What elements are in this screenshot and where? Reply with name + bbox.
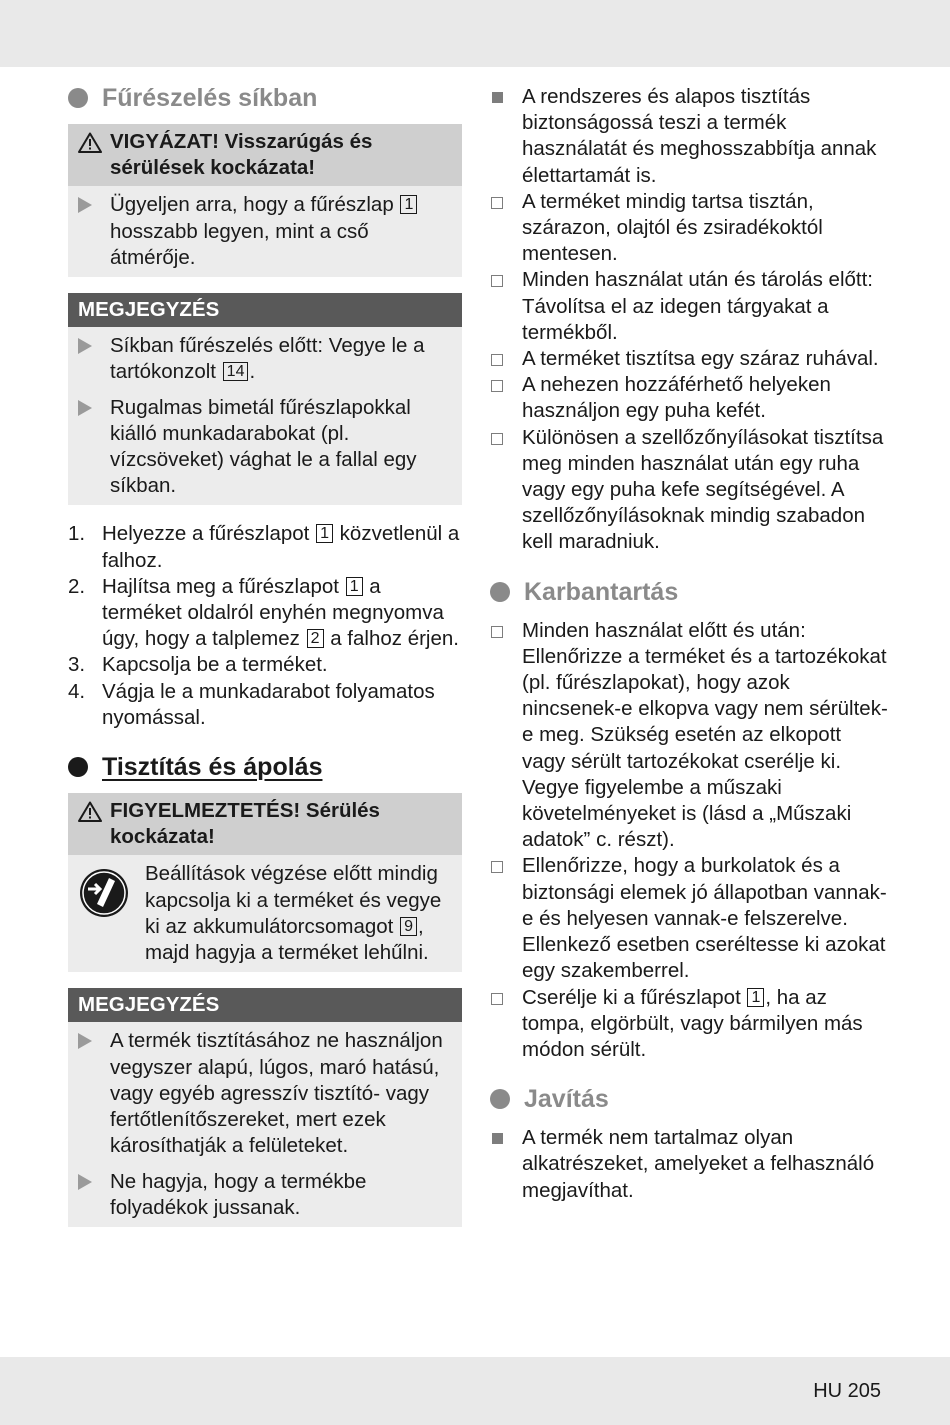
empty-square-bullet-icon <box>491 197 503 209</box>
step-item: 2. Hajlítsa meg a fűrészlapot 1 a terméket oldalról enyhén megnyomva úgy, hogy a talplemez 2 a falhoz érjen. <box>68 574 459 651</box>
note-box-flush <box>68 293 462 505</box>
filled-square-bullet-icon <box>492 92 503 103</box>
list-item: Síkban fűrészelés előtt: Vegye le a tartókonzolt 14 . <box>78 333 452 385</box>
part-reference: 9 <box>400 917 417 936</box>
part-reference: 1 <box>747 988 764 1007</box>
warning-box-injury: FIGYELMEZTETÉS! Sérülés kockázata! Beállítások végzése előtt mindig kapcsolja ki a terméket és vegye ki az akkumulátorcsomagot 9 , majd hagyja a terméket lehűlni. <box>68 793 462 972</box>
bullet-dot-icon <box>68 88 88 108</box>
section-heading-cleaning: Tisztítás és ápolás <box>68 751 462 783</box>
warning-header: VIGYÁZAT! Visszarúgás és sérülések kockázata! <box>68 124 462 186</box>
list-item: Ne hagyja, hogy a termékbe folyadékok jussanak. <box>78 1169 452 1221</box>
list-item: Ellenőrizze, hogy a burkolatok és a biztonsági elemek jó állapotban vannak-e és helyesen vannak-e felszerelve. Ellenkező esetben cseréltesse ki azokat egy szakemberrel. <box>490 853 890 984</box>
section-heading-repair: Javítás <box>490 1083 890 1115</box>
empty-square-bullet-icon <box>491 354 503 366</box>
part-reference: 14 <box>223 362 249 381</box>
warning-header: FIGYELMEZTETÉS! Sérülés kockázata! <box>68 793 462 855</box>
empty-square-bullet-icon <box>491 861 503 873</box>
top-band <box>0 0 950 67</box>
list-item: A terméket tisztítsa egy száraz ruhával. <box>490 346 890 372</box>
arrow-bullet-icon <box>78 400 92 416</box>
list-item: Ügyeljen arra, hogy a fűrészlap 1 hosszabb legyen, mint a cső átmérője. <box>78 192 452 271</box>
list-item: A termék nem tartalmaz olyan alkatrészeket, amelyeket a felhasználó megjavíthat. <box>490 1125 890 1204</box>
list-item: A rendszeres és alapos tisztítás biztonságossá teszi a termék használatát és meghosszabbítja annak élettartamát is. <box>490 84 890 189</box>
part-reference: 1 <box>400 195 417 214</box>
empty-square-bullet-icon <box>491 380 503 392</box>
warning-box-kickback <box>68 124 462 277</box>
remove-battery-icon <box>78 867 130 966</box>
page-number: HU 205 <box>813 1380 881 1402</box>
arrow-bullet-icon <box>78 338 92 354</box>
part-reference: 1 <box>316 524 333 543</box>
list-item: Minden használat előtt és után: Ellenőrizze a terméket és a tartozékokat (pl. fűrészlapokat), hogy azok nincsenek-e elkopva vagy nem sérültek-e meg. Szükség esetén az elkopott vagy sérült tartozékokat cserélje ki. Vegye figyelembe a műszaki követelményeket is (lásd a „Műszaki adatok” c. részt). <box>490 618 890 854</box>
filled-square-bullet-icon <box>492 1133 503 1144</box>
list-item: A nehezen hozzáférhető helyeken használjon egy puha kefét. <box>490 372 890 424</box>
list-item: Minden használat után és tárolás előtt: Távolítsa el az idegen tárgyakat a termékből. <box>490 267 890 346</box>
maintenance-section <box>490 576 890 1063</box>
part-reference: 1 <box>346 577 363 596</box>
note-header: MEGJEGYZÉS <box>68 988 462 1022</box>
list-item: Rugalmas bimetál fűrészlapokkal kiálló munkadarabokat (pl. vízcsöveket) vághat le a fallal egy síkban. <box>78 395 452 500</box>
bottom-band <box>0 1357 950 1425</box>
empty-square-bullet-icon <box>491 275 503 287</box>
numbered-steps <box>68 521 462 731</box>
warning-triangle-icon <box>78 132 104 181</box>
note-header: MEGJEGYZÉS <box>68 293 462 327</box>
step-item: 4. Vágja le a munkadarabot folyamatos nyomással. <box>68 679 435 729</box>
arrow-bullet-icon <box>78 197 92 213</box>
arrow-bullet-icon <box>78 1033 92 1049</box>
step-item: 3. Kapcsolja be a terméket. <box>68 653 328 677</box>
part-reference: 2 <box>307 629 324 648</box>
empty-square-bullet-icon <box>491 626 503 638</box>
empty-square-bullet-icon <box>491 433 503 445</box>
arrow-bullet-icon <box>78 1174 92 1190</box>
left-column <box>68 82 462 1243</box>
list-item: Cserélje ki a fűrészlapot 1 , ha az tompa, elgörbült, vagy bármilyen más módon sérült. <box>490 985 890 1064</box>
list-item: Különösen a szellőzőnyílásokat tisztítsa meg minden használat után egy ruha vagy egy puha kefe segítségével. A szellőzőnyílásoknak mindig szabadon kell maradniuk. <box>490 425 890 556</box>
repair-section <box>490 1083 890 1204</box>
bullet-dot-icon <box>490 1089 510 1109</box>
empty-square-bullet-icon <box>491 993 503 1005</box>
bullet-dot-icon <box>68 757 88 777</box>
right-column <box>490 84 890 1204</box>
warning-triangle-icon <box>78 801 104 850</box>
cleaning-list <box>490 84 890 556</box>
bullet-dot-icon <box>490 582 510 602</box>
section-heading-maintenance: Karbantartás <box>490 576 890 608</box>
list-item: A terméket mindig tartsa tisztán, szárazon, olajtól és zsiradékoktól mentesen. <box>490 189 890 268</box>
step-item: 1. Helyezze a fűrészlapot 1 közvetlenül a falhoz. <box>68 522 460 572</box>
note-box-cleaning <box>68 988 462 1227</box>
section-heading-sawing-flush: Fűrészelés síkban <box>68 82 462 114</box>
list-item: A termék tisztításához ne használjon vegyszer alapú, lúgos, maró hatású, vagy egyéb agresszív tisztító- vagy fertőtlenítőszereket, mert ezek károsíthatják a felületeket. <box>78 1028 452 1159</box>
